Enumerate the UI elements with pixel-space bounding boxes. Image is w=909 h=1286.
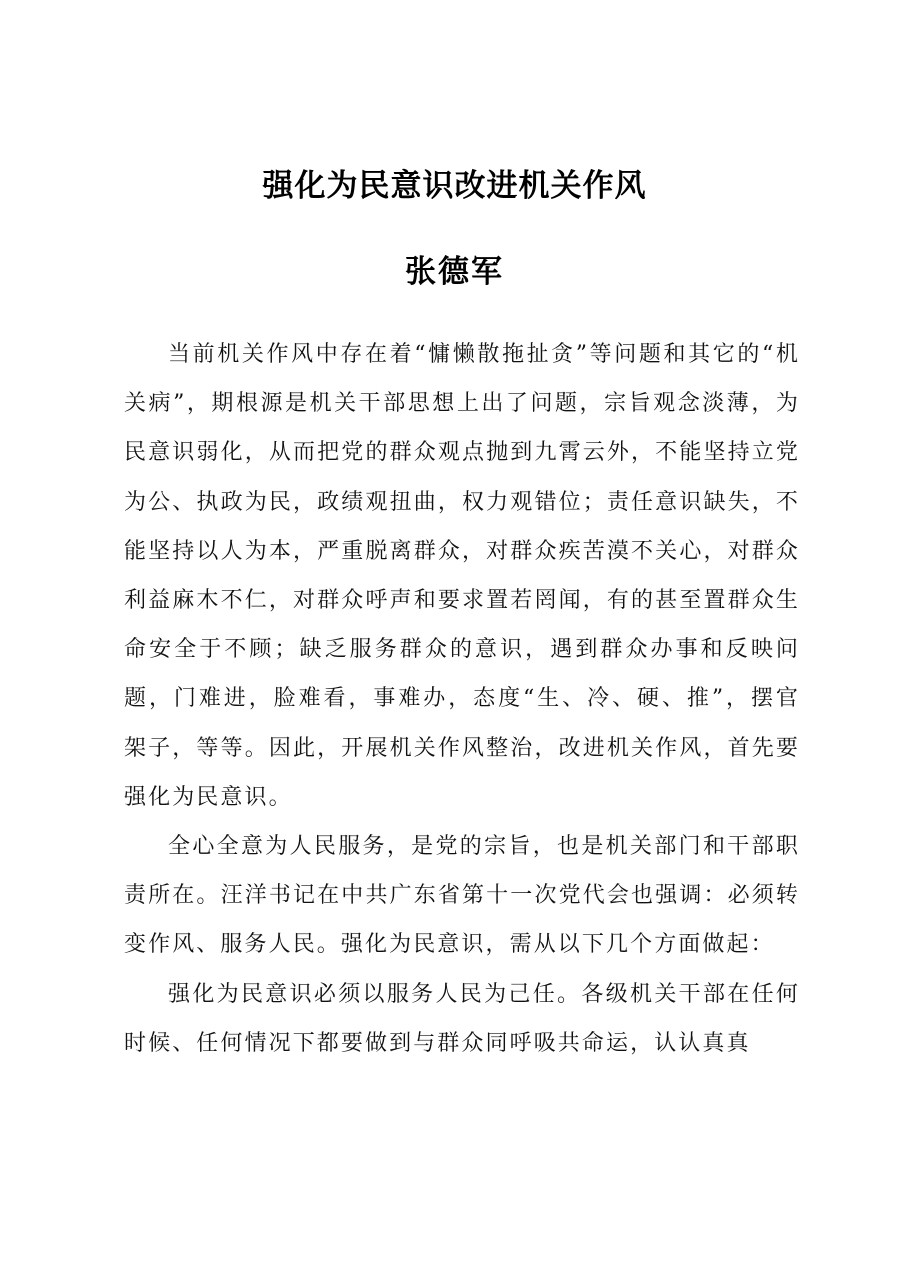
- document-title: 强化为民意识改进机关作风: [262, 168, 647, 204]
- paragraph: 全心全意为人民服务，是党的宗旨，也是机关部门和干部职责所在。汪洋书记在中共广东省第十一次党代会也强调：必须转变作风、服务人民。强化为民意识，需从以下几个方面做起：: [124, 834, 800, 958]
- document-body: [124, 330, 800, 1068]
- paragraph: 当前机关作风中存在着“慵懒散拖扯贪”等问题和其它的“机关病”，期根源是机关干部思想上出了问题，宗旨观念淡薄，为民意识弱化，从而把党的群众观点抛到九霄云外，不能坚持立党为公、执政为民，政绩观扭曲，权力观错位；责任意识缺失，不能坚持以人为本，严重脱离群众，对群众疾苦漠不关心，对群众利益麻木不仁，对群众呼声和要求置若罔闻，有的甚至置群众生命安全于不顾；缺乏服务群众的意识，遇到群众办事和反映问题，门难进，脸难看，事难办，态度“生、冷、硬、推”，摆官架子，等等。因此，开展机关作风整治，改进机关作风，首先要强化为民意识。: [124, 342, 800, 810]
- author-name: 张德军: [405, 254, 504, 290]
- paragraph: 强化为民意识必须以服务人民为己任。各级机关干部在任何时候、任何情况下都要做到与群众同呼吸共命运，认认真真: [124, 981, 800, 1056]
